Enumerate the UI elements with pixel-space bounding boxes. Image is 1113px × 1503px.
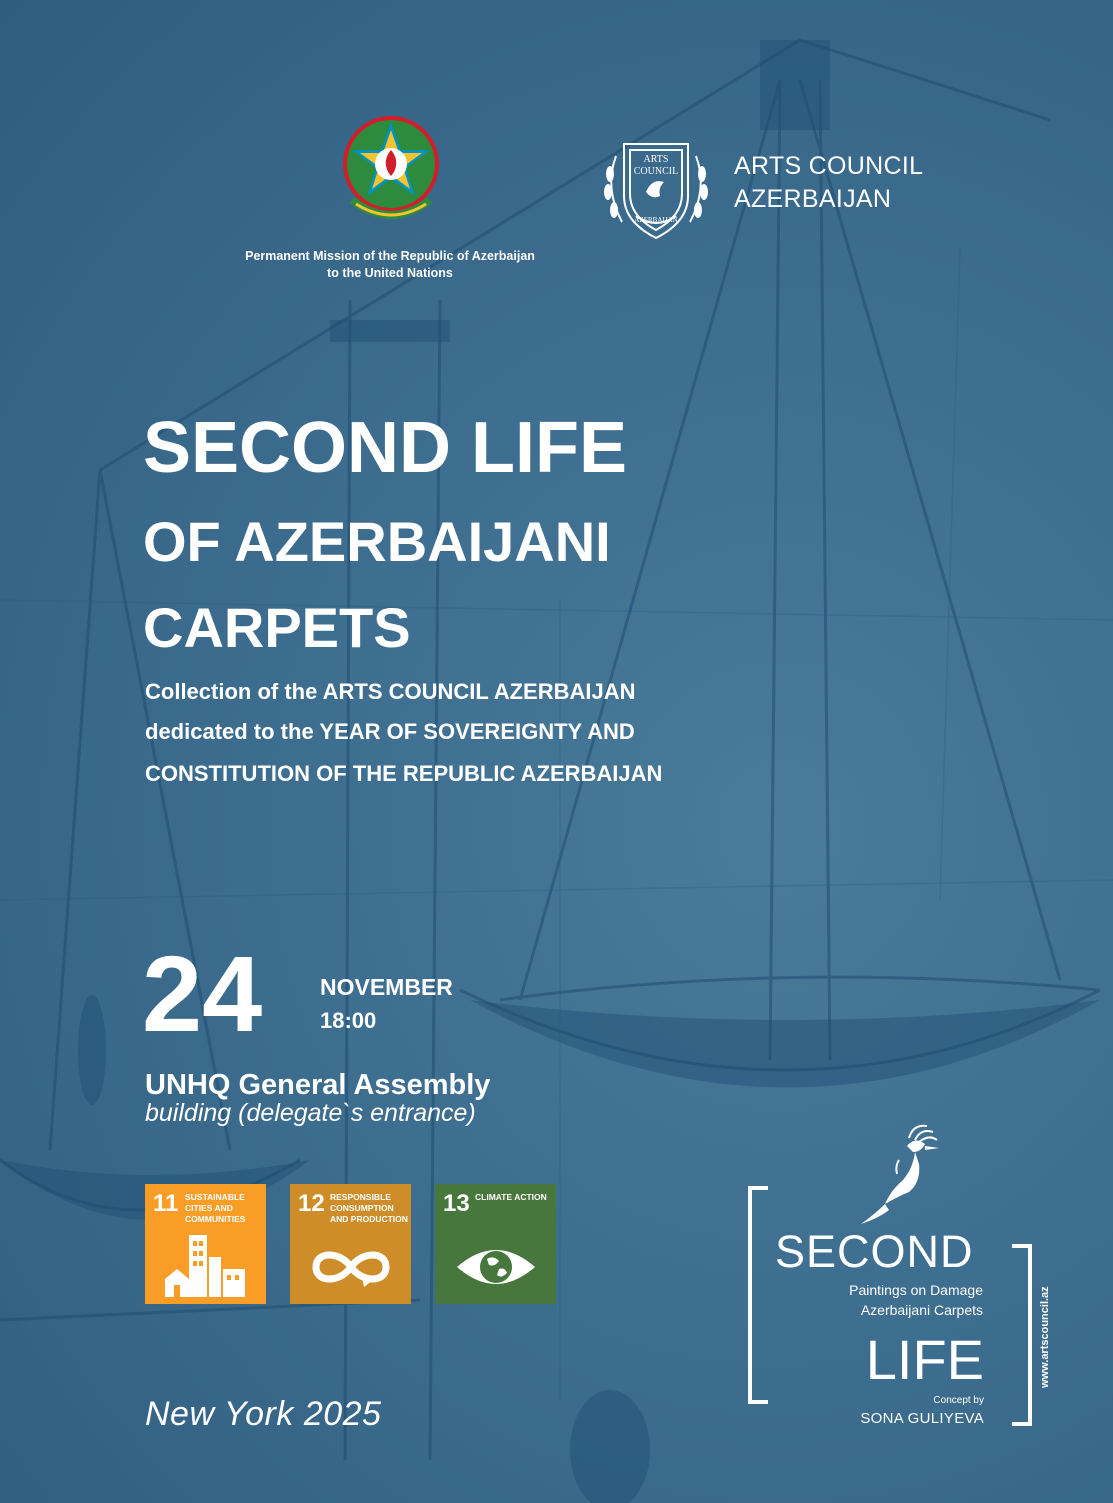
subtitle-line-1: Collection of the ARTS COUNCIL AZERBAIJAN: [145, 679, 636, 704]
subtitle-line-3: CONSTITUTION OF THE REPUBLIC AZERBAIJAN: [145, 761, 663, 786]
website-url: www.artscouncil.az: [1039, 1286, 1051, 1388]
infinity-icon: [310, 1229, 392, 1299]
arts-council-name-line-1: ARTS COUNCIL: [734, 152, 924, 180]
headline-line-2: OF AZERBAIJANI: [143, 510, 611, 573]
arts-council-name: [734, 150, 923, 216]
event-venue-detail: building (delegate`s entrance): [145, 1099, 476, 1127]
arts-council-name-line-2: AZERBAIJAN: [734, 185, 892, 213]
event-time: 18:00: [320, 1008, 377, 1033]
sdg-tile-12: [290, 1184, 411, 1304]
sdg-number: 12: [298, 1190, 325, 1217]
seal-text-top: ARTS: [643, 154, 669, 165]
sdg-label: SUSTAINABLE CITIES AND COMMUNITIES: [185, 1192, 246, 1224]
logo-concept-label: Concept by: [933, 1395, 984, 1406]
city-icon: [165, 1229, 247, 1299]
event-day: 24: [142, 933, 263, 1054]
city-year: New York 2025: [145, 1395, 382, 1433]
mission-line-2: to the United Nations: [327, 266, 453, 280]
seal-text-bottom: AZERBAIJAN: [634, 216, 678, 224]
logo-bracket-left: [748, 1186, 768, 1404]
logo-second-word: SECOND: [775, 1226, 974, 1277]
sdg-tile-13: [435, 1184, 556, 1304]
headline-line-1: SECOND LIFE: [143, 408, 628, 488]
logo-life-word: LIFE: [865, 1328, 984, 1391]
sdg-number: 11: [153, 1190, 179, 1217]
logo-description-line-2: Azerbaijani Carpets: [860, 1302, 983, 1318]
sdg-number: 13: [443, 1190, 470, 1217]
mission-caption: [200, 248, 580, 282]
sdg-tile-11: [145, 1184, 266, 1304]
arts-council-seal-icon: [594, 126, 718, 250]
logo-bracket-right: [1012, 1244, 1032, 1426]
sdg-label: CLIMATE ACTION: [475, 1192, 547, 1202]
logo-description-line-1: Paintings on Damage: [849, 1282, 983, 1298]
event-month: NOVEMBER: [320, 974, 453, 1000]
azerbaijan-emblem-icon: [332, 112, 450, 230]
event-venue: UNHQ General Assembly: [145, 1069, 491, 1101]
headline-line-3: CARPETS: [143, 596, 411, 659]
hoopoe-bird-icon: [855, 1118, 950, 1228]
seal-text-mid: COUNCIL: [633, 166, 679, 177]
mission-line-1: Permanent Mission of the Republic of Azerbaijan: [245, 249, 535, 263]
sdg-label: RESPONSIBLE CONSUMPTION AND PRODUCTION: [330, 1192, 408, 1224]
logo-author: SONA GULIYEVA: [860, 1410, 984, 1427]
earth-eye-icon: [455, 1229, 537, 1299]
subtitle-line-2: dedicated to the YEAR OF SOVEREIGNTY AND: [145, 719, 635, 744]
